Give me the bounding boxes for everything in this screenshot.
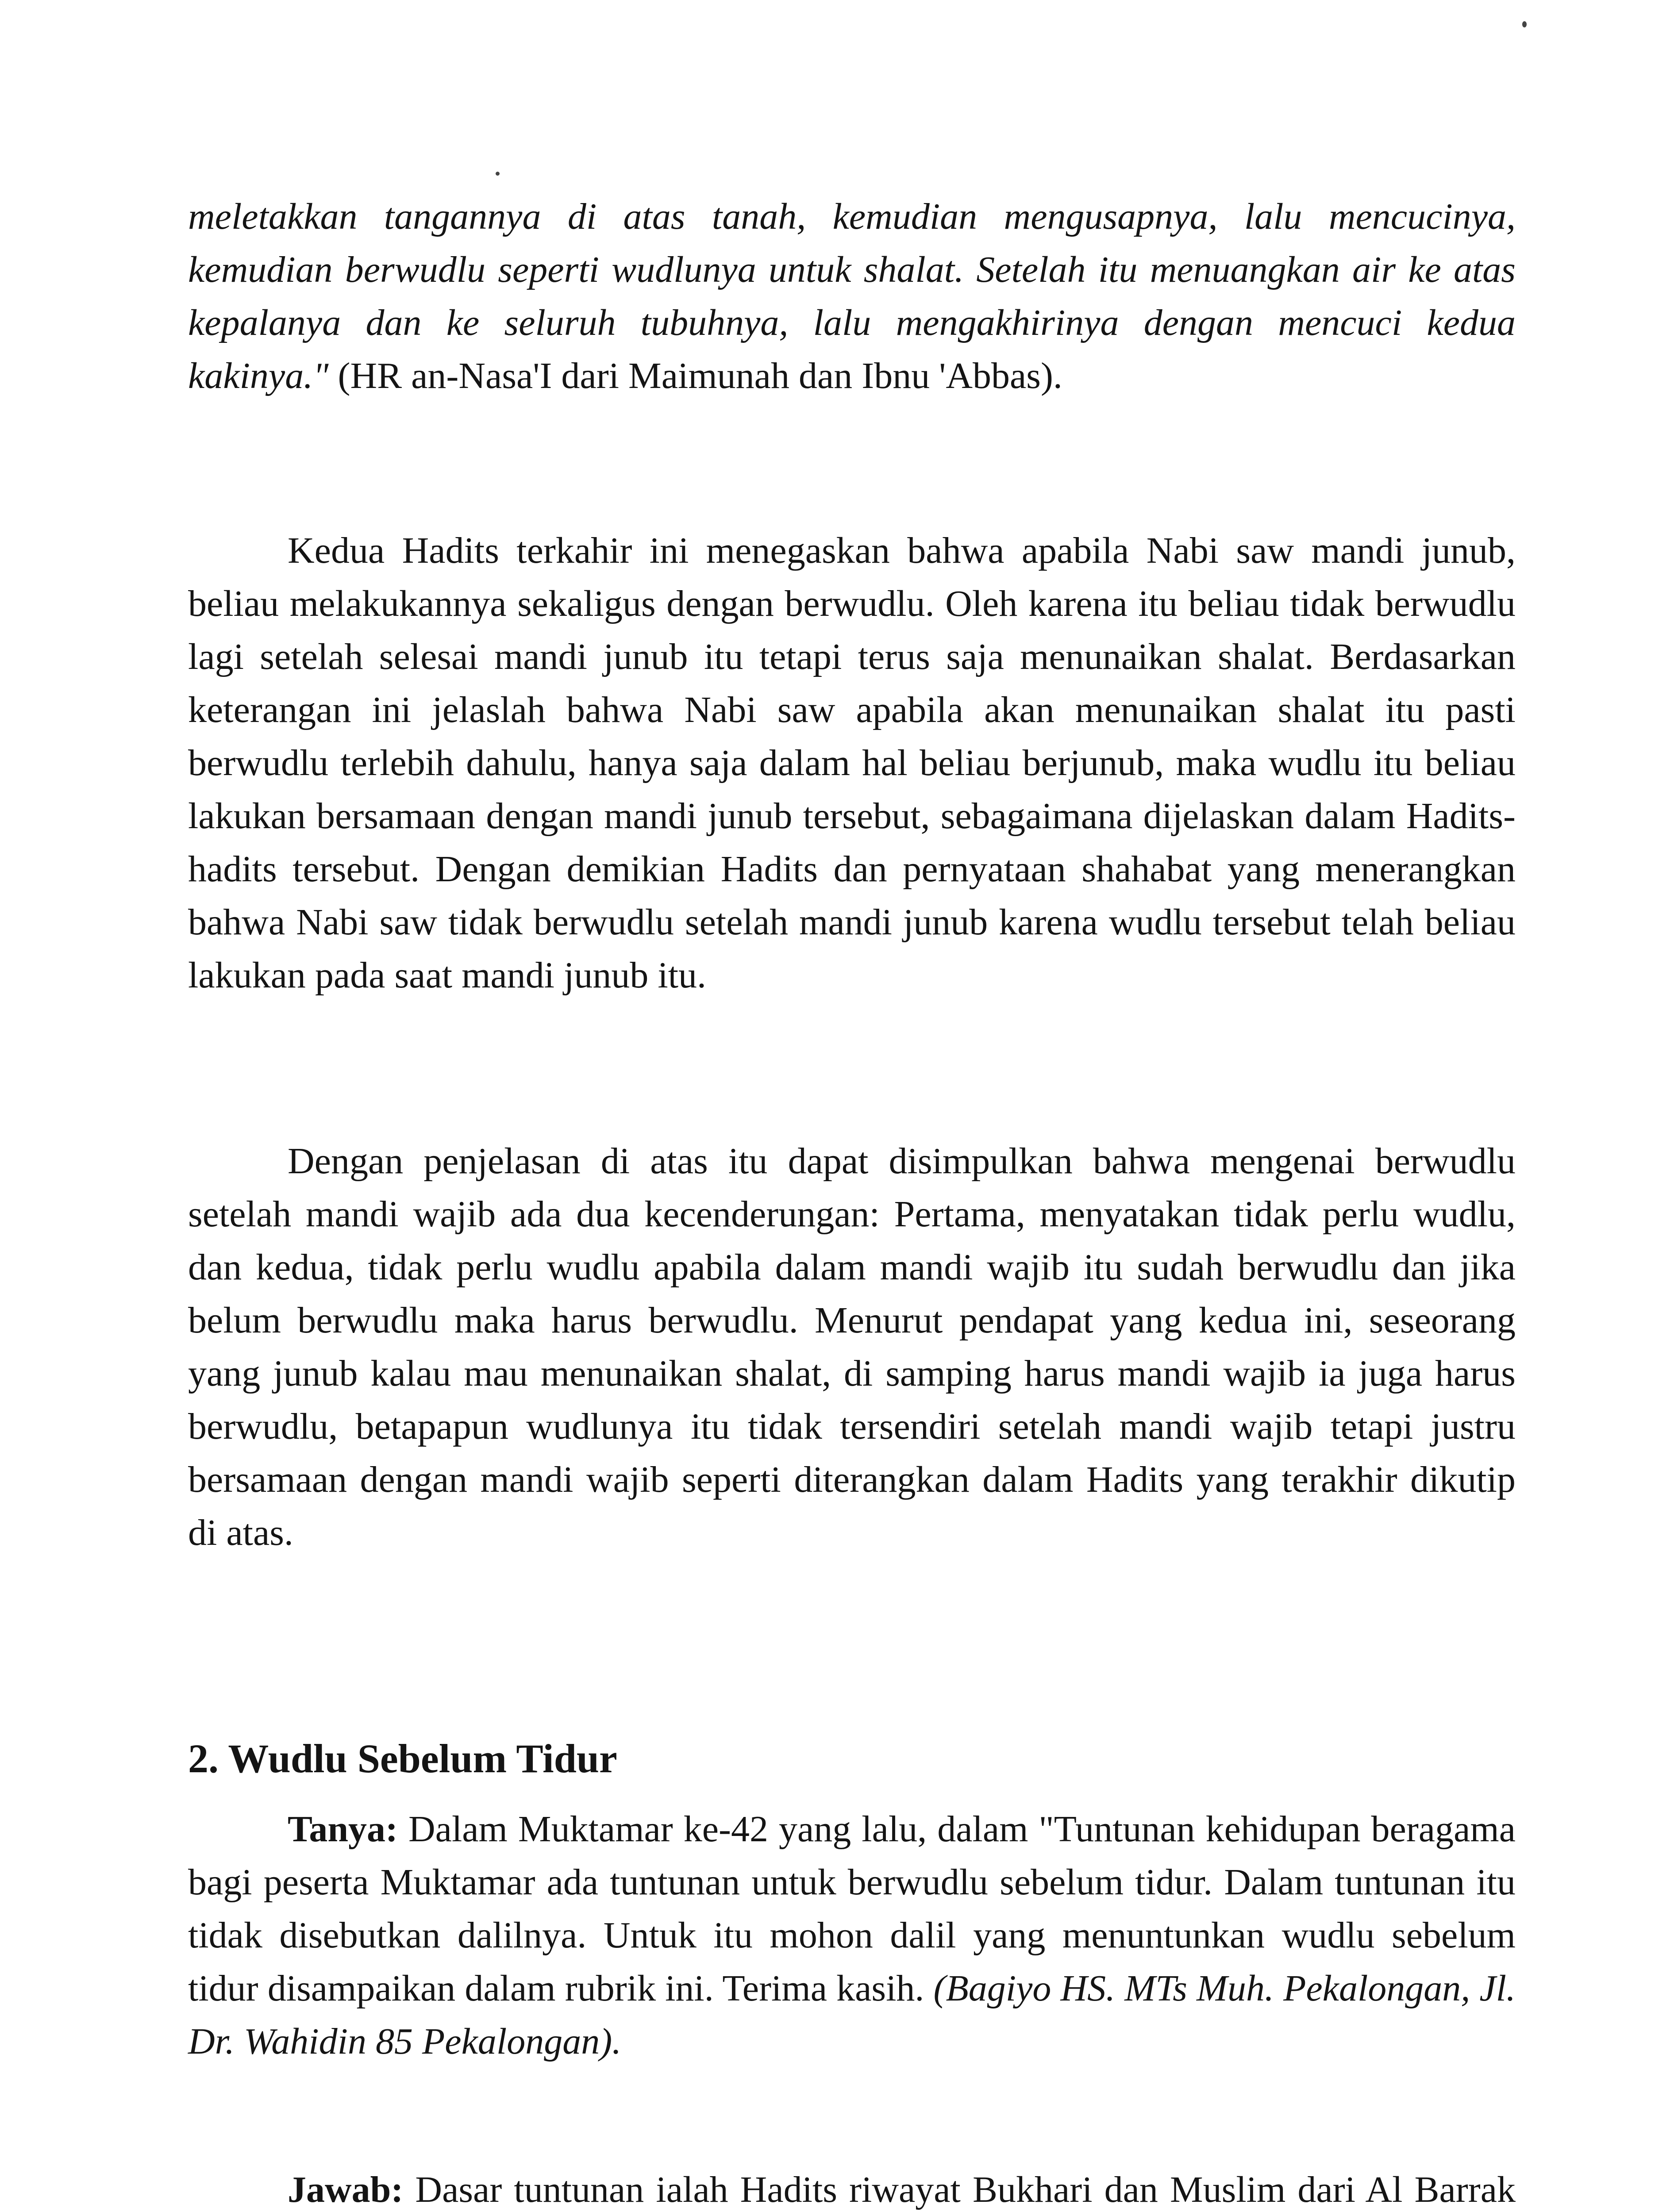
question-label: Tanya:	[288, 1809, 398, 1850]
answer-label: Jawab:	[288, 2169, 404, 2210]
body-paragraph-1: Kedua Hadits terkahir ini menegaskan bahwa apabila Nabi saw mandi junub, beliau melakukannya sekaligus dengan berwudlu. Oleh karena itu beliau tidak berwudlu lagi setelah selesai mandi junub itu tetapi terus saja menunaikan shalat. Berdasarkan keterangan ini jelaslah bahwa Nabi saw apabila akan menunaikan shalat itu pasti berwudlu terlebih dahulu, hanya saja dalam hal beliau berjunub, maka wudlu itu beliau lakukan bersamaan dengan mandi junub tersebut, sebagaimana dijelaskan dalam Hadits-hadits tersebut. Dengan demikian Hadits dan pernyataan shahabat yang menerangkan bahwa Nabi saw tidak berwudlu setelah mandi junub karena wudlu tersebut telah beliau lakukan pada saat mandi junub itu.	[188, 530, 1516, 996]
body-paragraph-2: Dengan penjelasan di atas itu dapat disimpulkan bahwa mengenai berwudlu setelah mandi wajib ada dua kecenderungan: Pertama, menyatakan tidak perlu wudlu, dan kedua, tidak perlu wudlu apabila dalam mandi wajib itu sudah berwudlu dan jika belum berwudlu maka harus berwudlu. Menurut pendapat yang kedua ini, seseorang yang junub kalau mau menunaikan shalat, di samping harus mandi wajib ia juga harus berwudlu, betapapun wudlunya itu tidak tersendiri setelah mandi wajib tetapi justru bersamaan dengan mandi wajib seperti diterangkan dalam Hadits yang terakhir dikutip di atas.	[188, 1141, 1516, 1553]
section-heading: 2. Wudlu Sebelum Tidur	[188, 1736, 617, 1781]
question-text: Dalam Muktamar ke-42 yang lalu, dalam "Tuntunan kehidupan beragama bagi peserta Muktamar ada tuntunan untuk berwudlu sebelum tidur. Dalam tuntunan itu tidak disebutkan dalilnya. Untuk itu mohon dalil yang menuntunkan wudlu sebelum tidur disampaikan dalam rubrik ini. Terima kasih.	[188, 1809, 1516, 2009]
answer-paragraph	[188, 2163, 1516, 2212]
hadith-reference: (HR an-Nasa'I dari Maimunah dan Ibnu 'Abbas).	[328, 355, 1062, 396]
scan-speck	[1522, 21, 1527, 27]
question-paragraph	[188, 1803, 1516, 2068]
answer-text: Dasar tuntunan ialah Hadits riwayat Bukhari dan Muslim dari Al Barrak	[415, 2169, 1516, 2210]
hadith-quote	[188, 190, 1516, 403]
scan-speck	[496, 172, 500, 176]
question-source: (Bagiyo HS. MTs Muh. Pekalongan, Jl. Dr. Wahidin 85 Pekalongan).	[188, 1968, 1516, 2062]
hadith-quote-text: meletakkan tangannya di atas tanah, kemudian mengusapnya, lalu mencucinya, kemudian berwudlu seperti wudlunya untuk shalat. Setelah itu menuangkan air ke atas kepalanya dan ke seluruh tubuhnya, lalu mengakhirinya dengan mencuci kedua kakinya."	[188, 196, 1516, 396]
